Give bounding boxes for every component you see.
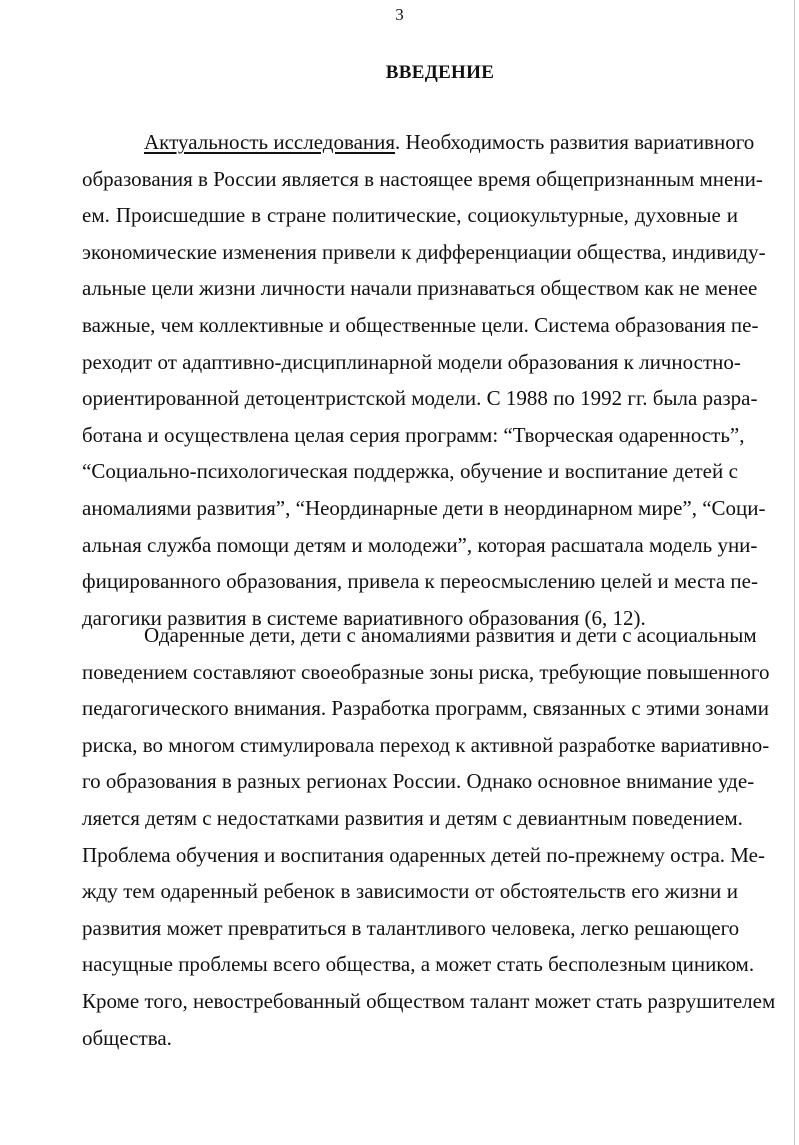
paragraph-line: насущные проблемы всего общества, а может стать бесполезным циником.	[82, 952, 755, 977]
paragraph-line: реходит от адаптивно-дисциплинарной модели образования к личностно-	[82, 349, 741, 374]
paragraph-line: дагогики развития в системе вариативного образования (6, 12).	[82, 605, 646, 630]
paragraph-line: педагогического внимания. Разработка программ, связанных с этими зонами	[82, 696, 769, 721]
paragraph-line: развития может превратиться в талантливого человека, легко решающего	[82, 915, 740, 940]
paragraph-line: риска, во многом стимулировала переход к активной разработке вариативно-	[82, 732, 770, 757]
page-edge-line	[794, 0, 795, 1145]
paragraph-line: Кроме того, невостребованный обществом талант может стать разрушителем	[82, 988, 776, 1013]
paragraph-line: ботана и осуществлена целая серия программ: “Творческая одаренность”,	[82, 422, 745, 447]
paragraph-line: жду тем одаренный ребенок в зависимости от обстоятельств его жизни и	[82, 879, 738, 904]
paragraph-line: образования в России является в настоящее время общепризнанным мнени-	[82, 166, 763, 191]
paragraph-line: общества.	[82, 1025, 172, 1050]
paragraph-line: альные цели жизни личности начали признаваться обществом как не менее	[82, 276, 758, 301]
paragraph-line: поведением составляют своеобразные зоны риска, требующие повышенного	[82, 659, 770, 684]
paragraph-line: альная служба помощи детям и молодежи”, которая расшатала модель уни-	[82, 532, 758, 557]
line-text: Одаренные дети, дети с аномалиями развития и дети с асоциальным	[144, 623, 757, 647]
paragraph-gifted-children	[82, 617, 776, 1056]
paragraph-line: ляется детям с недостатками развития и детям с девиантным поведением.	[82, 805, 743, 830]
section-heading-relevance: Актуальность исследования	[144, 130, 396, 154]
line-text: . Необходимость развития вариативного	[395, 130, 755, 154]
paragraph-line: аномалиями развития”, “Неординарные дети в неординарном мире”, “Соци-	[82, 495, 766, 520]
paragraph-line	[82, 617, 757, 654]
paragraph-line: “Социально-психологическая поддержка, обучение и воспитание детей с	[82, 459, 738, 484]
paragraph-line	[82, 124, 755, 161]
paragraph-line: фицированного образования, привела к переосмыслению целей и места пе-	[82, 569, 758, 594]
page-number: 3	[395, 5, 404, 24]
paragraph-line: ориентированной детоцентристской модели. С 1988 по 1992 гг. была разра-	[82, 386, 758, 411]
paragraph-line: го образования в разных регионах России. Однако основное внимание уде-	[82, 769, 755, 794]
paragraph-line: важные, чем коллективные и общественные цели. Система образования пе-	[82, 312, 759, 337]
paragraph-relevance	[82, 124, 766, 636]
paragraph-line: экономические изменения привели к дифференциации общества, индивиду-	[82, 239, 766, 264]
paragraph-line: ем. Происшедшие в стране политические, социокультурные, духовные и	[82, 203, 738, 228]
paragraph-line: Проблема обучения и воспитания одаренных детей по-прежнему остра. Ме-	[82, 842, 765, 867]
page-title: ВВЕДЕНИЕ	[385, 62, 495, 83]
